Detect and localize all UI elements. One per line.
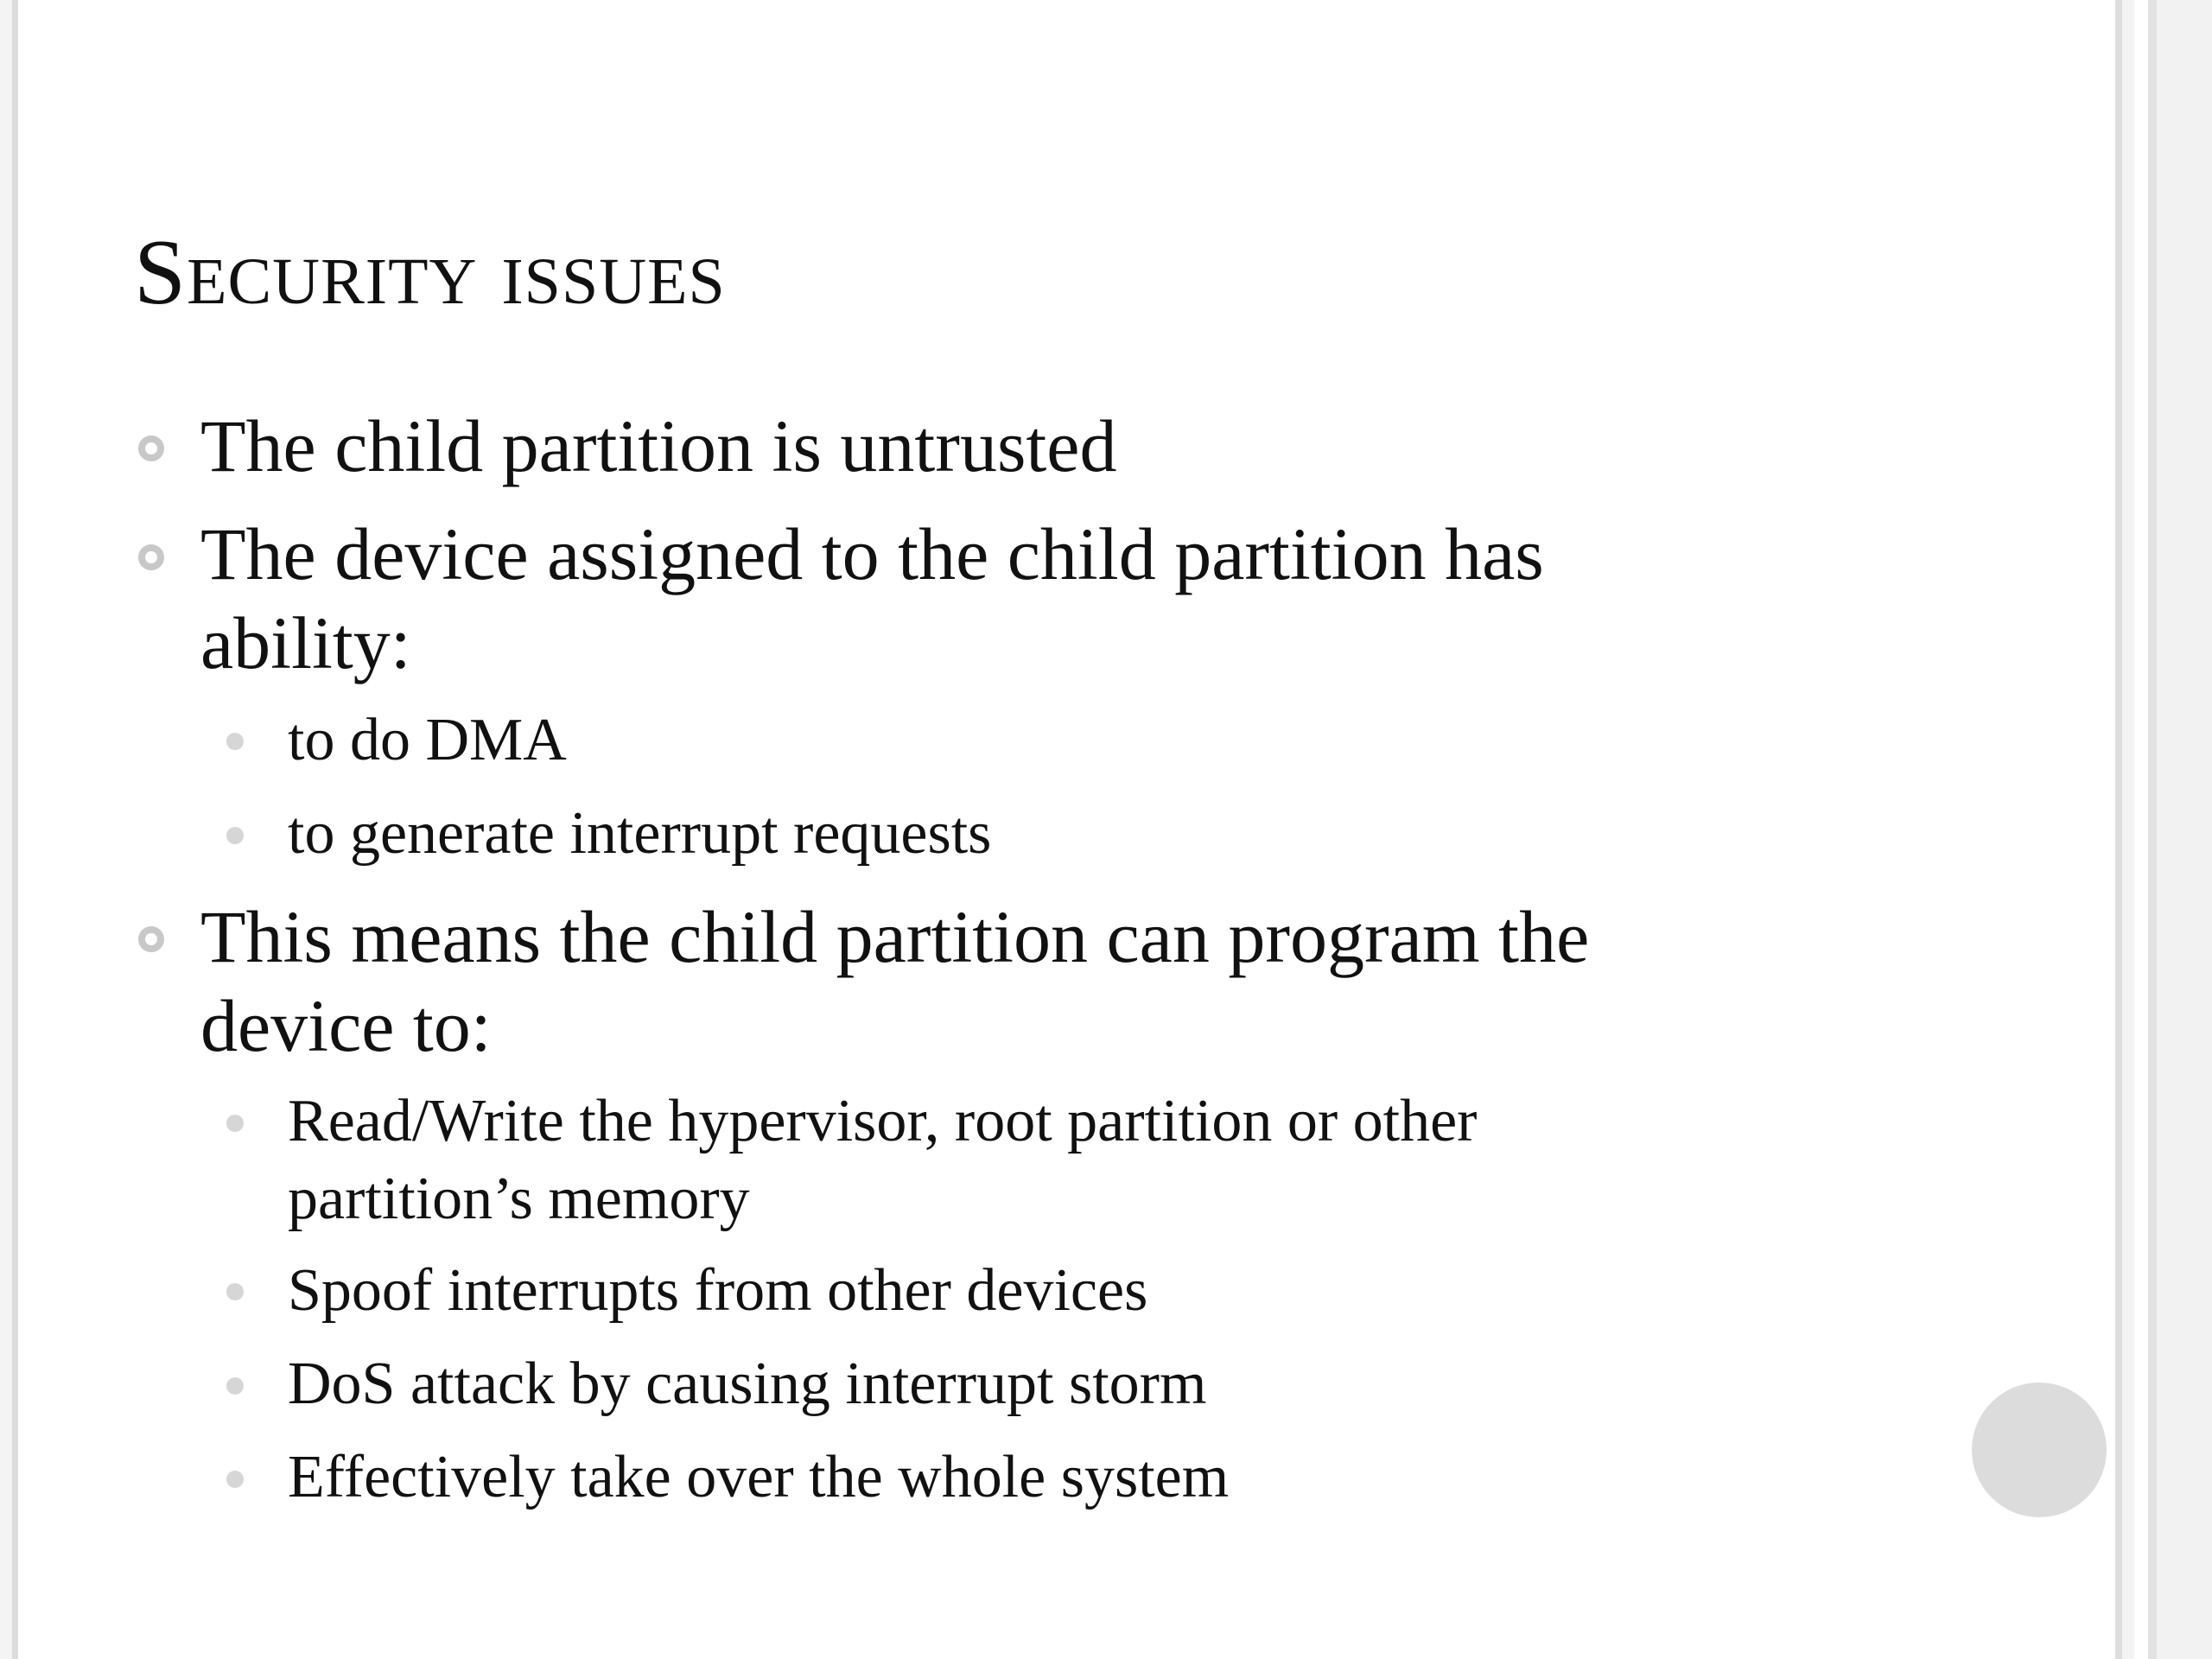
- sub-bullet-3-4: Effectively take over the whole system: [288, 1444, 1230, 1510]
- left-border-line: [12, 0, 18, 1659]
- sub-bullet-marker: [226, 827, 244, 844]
- bullet-marker: [138, 926, 164, 952]
- right-border-outer: [2157, 0, 2212, 1659]
- sub-bullet-marker: [226, 1283, 244, 1300]
- sub-bullet-3-2: Spoof interrupts from other devices: [288, 1257, 1148, 1324]
- bullet-3-line-1: This means the child partition can program the: [200, 895, 1590, 978]
- left-border: [0, 0, 12, 1659]
- bullet-1-line-1: The child partition is untrusted: [200, 404, 1117, 487]
- sub-bullet-3-1-line-2: partition’s memory: [288, 1166, 750, 1232]
- sub-bullet-marker: [226, 733, 244, 750]
- sub-bullet-2-1: to do DMA: [288, 707, 567, 773]
- bullet-2-line-2: ability:: [200, 601, 411, 684]
- sub-bullet-3-1-line-1: Read/Write the hypervisor, root partition or other: [288, 1088, 1478, 1154]
- sub-bullet-marker: [226, 1471, 244, 1488]
- slide-title: Security issues: [134, 221, 726, 324]
- right-border-line-outer: [2148, 0, 2157, 1659]
- right-border: [2122, 0, 2134, 1659]
- bullet-3-line-2: device to:: [200, 984, 492, 1067]
- right-border-gap: [2134, 0, 2148, 1659]
- bullet-marker: [138, 544, 164, 570]
- sub-bullet-2-2: to generate interrupt requests: [288, 800, 992, 867]
- slide-nav-button[interactable]: [1972, 1382, 2107, 1517]
- sub-bullet-3-3: DoS attack by causing interrupt storm: [288, 1351, 1207, 1417]
- sub-bullet-marker: [226, 1115, 244, 1132]
- bullet-marker: [138, 435, 164, 461]
- right-border-line: [2115, 0, 2122, 1659]
- bullet-2-line-1: The device assigned to the child partition has: [200, 512, 1544, 595]
- sub-bullet-marker: [226, 1377, 244, 1395]
